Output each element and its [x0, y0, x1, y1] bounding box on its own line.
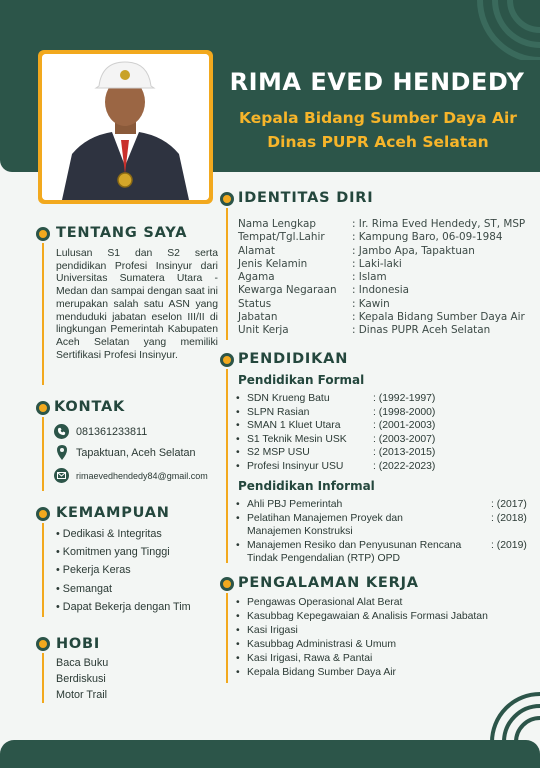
list-item: • Dedikasi & Integritas [56, 528, 162, 540]
about-text: Lulusan S1 dan S2 serta pendidikan Profesi Insinyur dari Universitas Sumatera Utara - Medan dan sampai dengan saat ini merupakan salah satu ASN yang menduduki jabatan eselon III/II di lingkungan Pemerintah Kabupaten Aceh Selatan yang memiliki Sertifikasi Profesi Insinyur. [56, 248, 218, 361]
table-row: Jabatan : Kepala Bidang Sumber Daya Air [238, 311, 525, 324]
decorative-arcs-bottom [468, 690, 540, 742]
phone-number: 081361233811 [76, 425, 148, 438]
section-divider-line [226, 593, 228, 683]
informal-education-list [236, 498, 527, 566]
education-title: PENDIDIKAN [238, 351, 349, 367]
section-bullet-icon [36, 401, 50, 415]
address-text: Tapaktuan, Aceh Selatan [76, 446, 196, 459]
table-row: Status : Kawin [238, 297, 390, 310]
identity-title: IDENTITAS DIRI [238, 190, 374, 206]
list-item: • SDN Krueng Batu : (1992-1997) [236, 393, 436, 404]
section-divider-line [226, 369, 228, 563]
job-title-line-2: Dinas PUPR Aceh Selatan [267, 133, 489, 151]
list-item: • Manajemen Resiko dan Penyusunan Rencana Tindak Pengendalian (RTP) OPD : (2019) [236, 539, 527, 565]
section-bullet-icon [220, 192, 234, 206]
list-item: • Komitmen yang Tinggi [56, 546, 170, 559]
section-bullet-icon [36, 227, 50, 241]
skills-title: KEMAMPUAN [56, 505, 170, 521]
section-divider-line [42, 523, 44, 617]
section-bullet-icon [220, 353, 234, 367]
list-item: • SLPN Rasian : (1998-2000) [236, 406, 436, 418]
section-divider-line [42, 243, 44, 385]
identity-table [238, 218, 540, 338]
table-row: Nama Lengkap : Ir. Rima Eved Hendedy, ST, MSP [238, 218, 526, 230]
list-item: • Kasubbag Administrasi & Umum [236, 639, 396, 650]
section-bullet-icon [36, 507, 50, 521]
contact-address [54, 445, 195, 460]
table-row: Tempat/Tgl.Lahir : Kampung Baro, 06-09-1984 [238, 231, 503, 244]
list-item: • Pelatihan Manajemen Proyek dan Manajemen Konstruksi : (2018) [236, 512, 527, 538]
section-divider-line [42, 653, 44, 703]
section-bullet-icon [36, 637, 50, 651]
job-title-line-1: Kepala Bidang Sumber Daya Air [239, 109, 517, 127]
formal-education-list [236, 393, 435, 475]
location-icon [54, 445, 69, 460]
hobbies-title: HOBI [56, 636, 101, 652]
list-item: • S1 Teknik Mesin USK : (2003-2007) [236, 433, 436, 445]
list-item: • Kepala Bidang Sumber Daya Air [236, 667, 397, 678]
section-divider-line [226, 208, 228, 340]
phone-icon [54, 424, 69, 439]
list-item: Berdiskusi [56, 673, 106, 685]
table-row: Unit Kerja : Dinas PUPR Aceh Selatan [238, 324, 491, 337]
informal-education-subtitle: Pendidikan Informal [238, 479, 375, 493]
footer-banner [0, 740, 540, 768]
contact-email[interactable] [54, 468, 208, 483]
list-item: Baca Buku [56, 657, 109, 669]
list-item: • Pekerja Keras [56, 564, 131, 577]
table-row: Alamat : Jambo Apa, Tapaktuan [238, 244, 475, 257]
profile-photo-frame [38, 50, 213, 204]
formal-education-subtitle: Pendidikan Formal [238, 373, 365, 387]
list-item: • Dapat Bekerja dengan Tim [56, 600, 191, 613]
contact-phone[interactable] [54, 424, 147, 439]
email-address: rimaevedhendedy84@gmail.com [76, 470, 208, 481]
list-item: • Kasubbag Kepegawaian & Analisis Formasi Jabatan [236, 611, 488, 622]
experience-list [236, 597, 488, 681]
person-name: RIMA EVED HENDEDY [229, 68, 525, 96]
person-job-title [228, 106, 528, 154]
list-item: • Kasi Irigasi [236, 625, 298, 636]
list-item: • Semangat [56, 582, 112, 595]
table-row: Jenis Kelamin : Laki-laki [238, 257, 402, 270]
list-item: • Profesi Insinyur USU : (2022-2023) [236, 460, 436, 472]
list-item: • S2 MSP USU : (2013-2015) [236, 447, 436, 459]
table-row: Kewarga Negaraan : Indonesia [238, 284, 410, 297]
experience-title: PENGALAMAN KERJA [238, 575, 419, 591]
list-item: • Pengawas Operasional Alat Berat [236, 597, 403, 608]
profile-photo [42, 54, 209, 200]
decorative-arcs-top [450, 0, 540, 60]
list-item: Motor Trail [56, 689, 107, 701]
section-divider-line [42, 417, 44, 491]
list-item: • Kasi Irigasi, Rawa & Pantai [236, 653, 373, 664]
table-row: Agama : Islam [238, 271, 387, 284]
hobbies-list [56, 657, 108, 705]
section-bullet-icon [220, 577, 234, 591]
email-icon [54, 468, 69, 483]
list-item: • Ahli PBJ Pemerintah : (2017) [236, 499, 527, 510]
list-item: • SMAN 1 Kluet Utara : (2001-2003) [236, 420, 436, 432]
contact-title: KONTAK [54, 399, 126, 415]
about-title: TENTANG SAYA [56, 225, 188, 241]
skills-list [56, 528, 191, 619]
